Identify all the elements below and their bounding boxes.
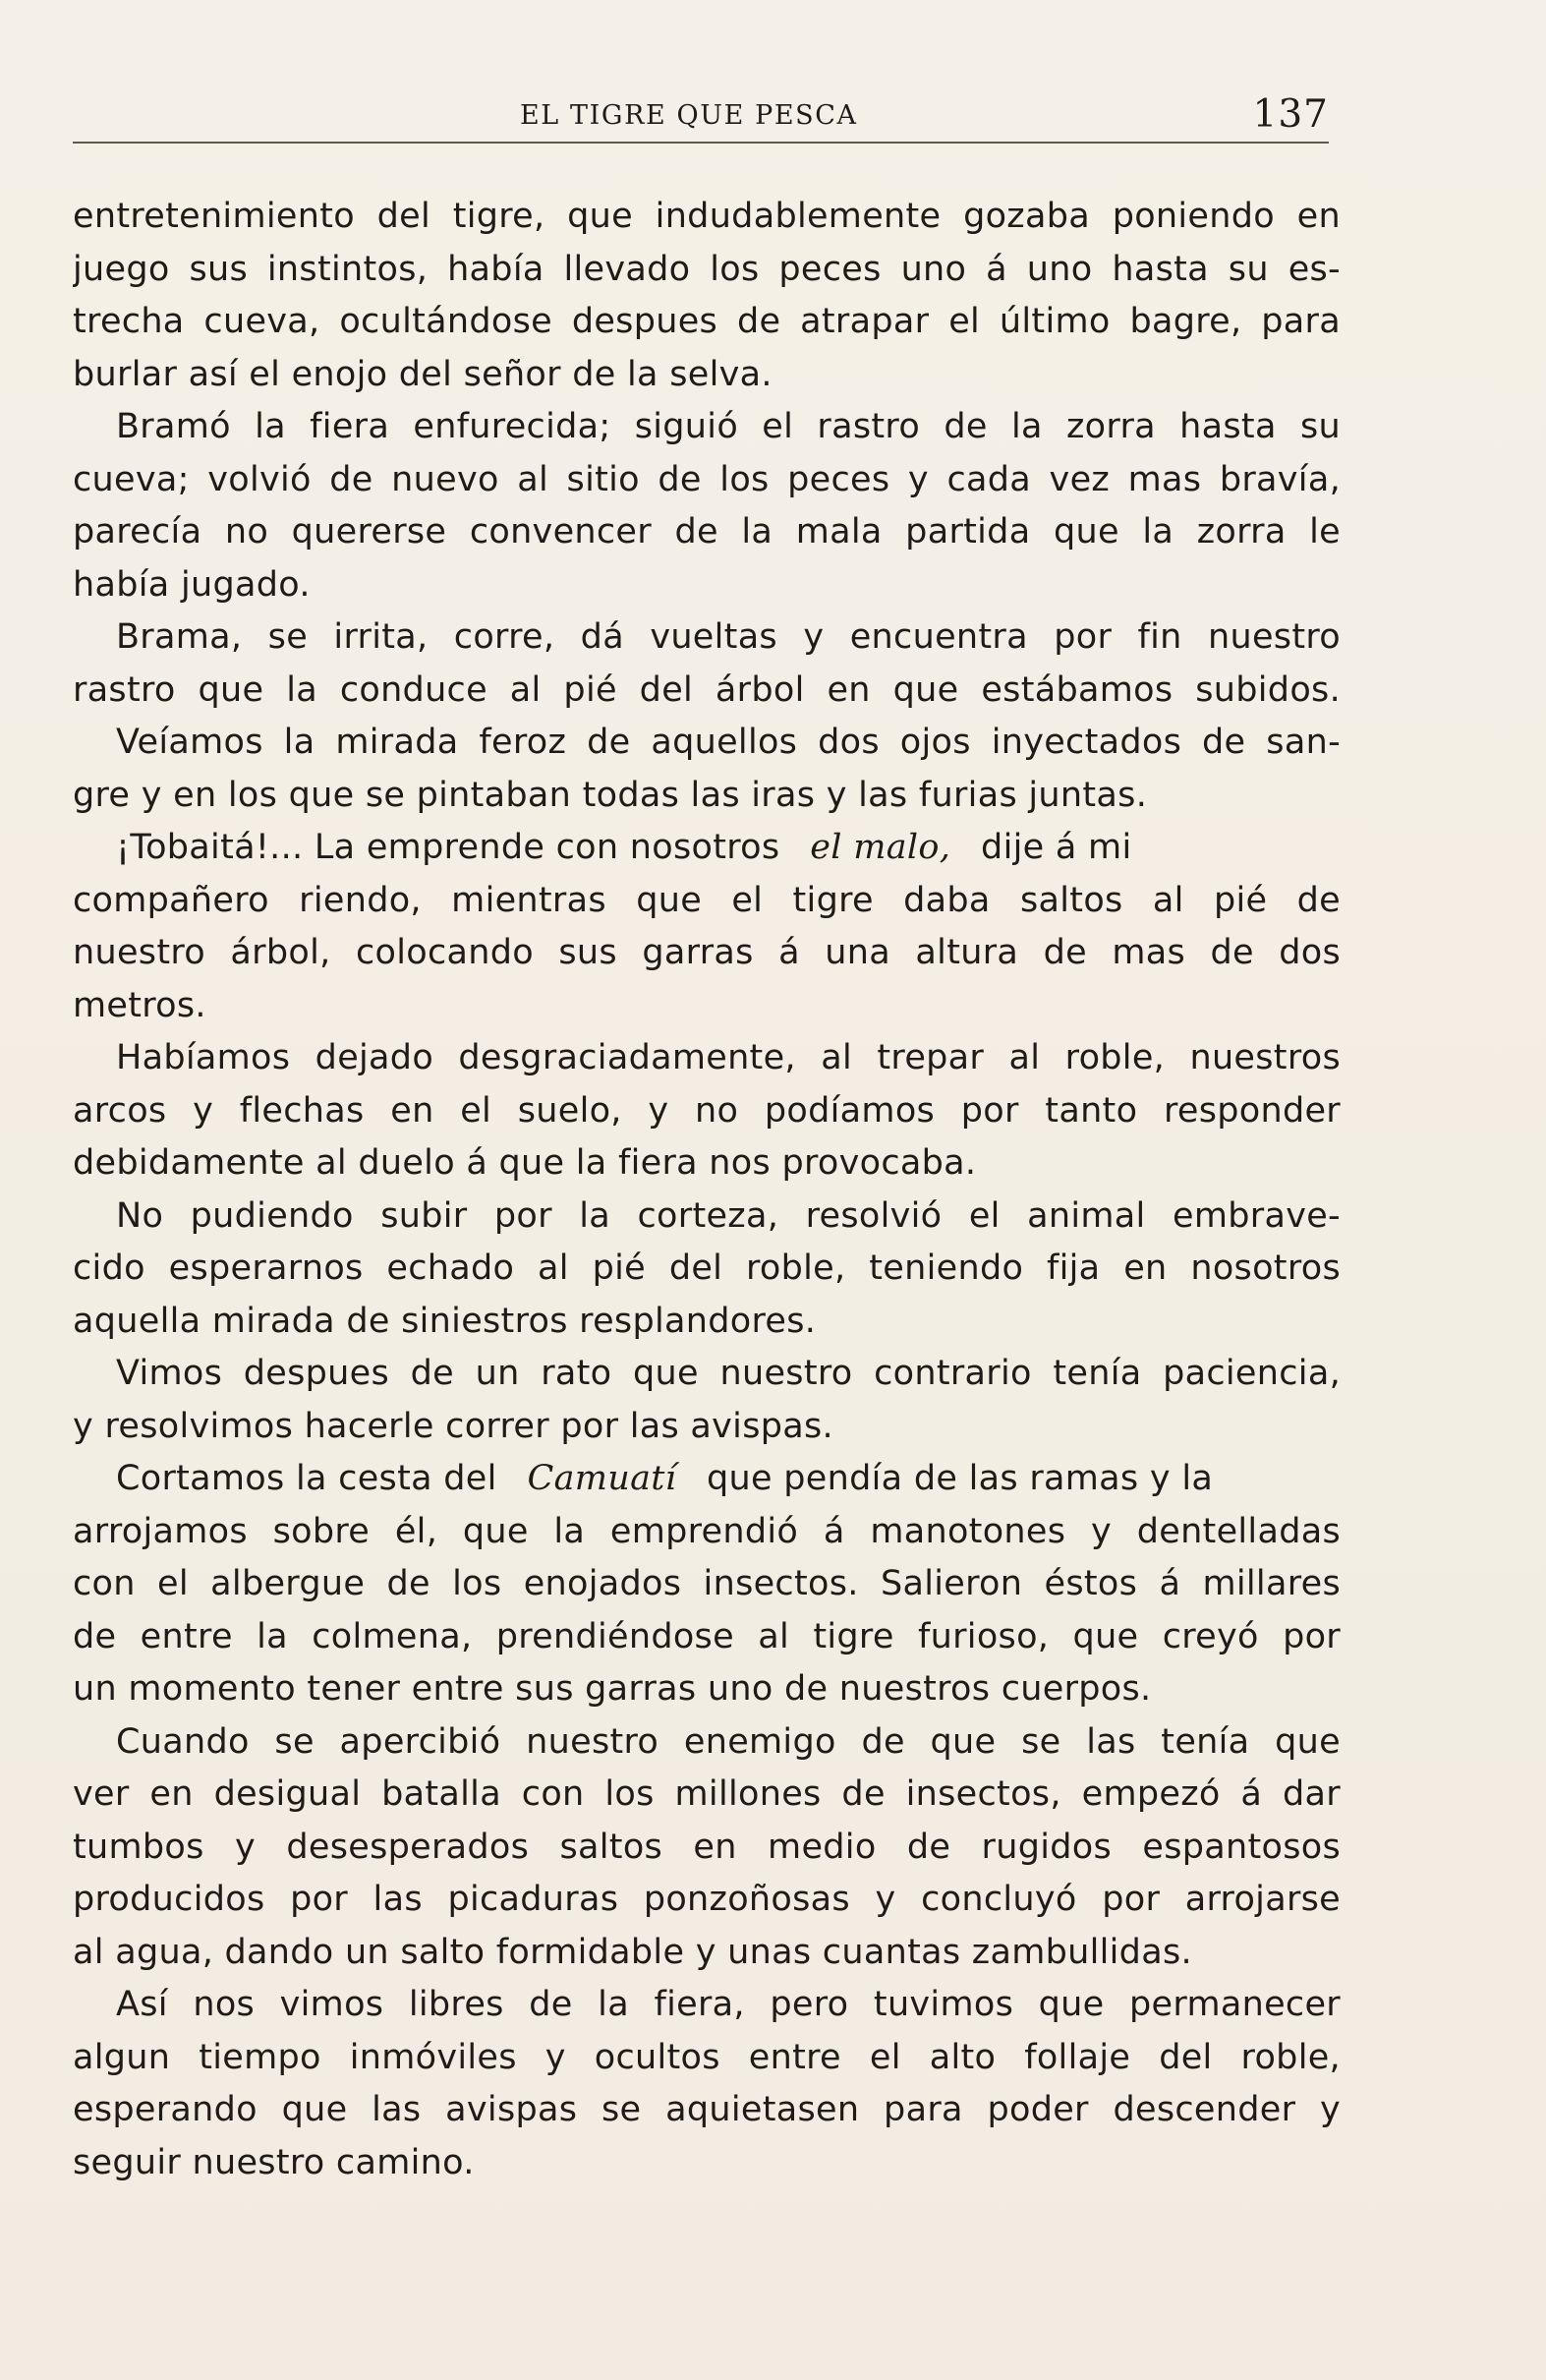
running-head [73,92,1329,153]
italic-text: Camuatí [527,1459,677,1498]
text-line: de entre la colmena, prendiéndose al tigre furioso, que creyó por [73,1616,1341,1656]
body-text [73,191,1341,2189]
text-line: con el albergue de los enojados insectos. Salieron éstos á millares [73,1564,1341,1603]
text-line: Vimos despues de un rato que nuestro contrario tenía paciencia, [116,1354,1341,1393]
text-line: compañero riendo, mientras que el tigre daba saltos al pié de [73,880,1341,920]
text-line: parecía no quererse convencer de la mala partida que la zorra le [73,512,1341,551]
text-line: seguir nuestro camino. [73,2142,475,2182]
page-number: 137 [1252,92,1329,137]
text-line: aquella mirada de siniestros resplandores. [73,1301,817,1341]
text-line: nuestro árbol, colocando sus garras á una altura de mas de dos [73,933,1341,972]
text-segment: que pendía de las ramas y la [707,1459,1214,1498]
text-line: Así nos vimos libres de la fiera, pero tuvimos que permanecer [116,1985,1341,2024]
header-rule [73,142,1329,144]
text-line: trecha cueva, ocultándose despues de atrapar el último bagre, para [73,302,1341,341]
text-line: algun tiempo inmóviles y ocultos entre el alto follaje del roble, [73,2037,1341,2077]
text-line: arrojamos sobre él, que la emprendió á manotones y dentelladas [73,1511,1341,1551]
text-line: Cuando se apercibió nuestro enemigo de que se las tenía que [116,1721,1341,1762]
text-segment: ¡Tobaitá!... La emprende con nosotros [116,828,780,867]
text-line: burlar así el enojo del señor de la selva. [73,354,773,394]
text-segment: Cortamos la cesta del [116,1459,497,1498]
text-segment: dije á mi [981,828,1132,867]
text-line: metros. [73,985,206,1025]
text-line: y resolvimos hacerle correr por las avispas. [73,1406,833,1446]
italic-text: el malo, [810,828,951,867]
text-line: un momento tener entre sus garras uno de nuestros cuerpos. [73,1669,1152,1709]
text-line: esperando que las avispas se aquietasen para poder descender y [73,2090,1341,2129]
text-line: juego sus instintos, había llevado los peces uno á uno hasta su es- [73,249,1341,289]
text-line: al agua, dando un salto formidable y unas cuantas zambullidas. [73,1932,1192,1972]
text-line: Habíamos dejado desgraciadamente, al trepar al roble, nuestros [116,1038,1341,1077]
text-line: rastro que la conduce al pié del árbol en que estábamos subidos. [73,669,1341,710]
text-line: Brama, se irrita, corre, dá vueltas y encuentra por fin nuestro [116,617,1341,657]
text-line: Veíamos la mirada feroz de aquellos dos ojos inyectados de san- [116,723,1341,762]
text-line: cueva; volvió de nuevo al sitio de los peces y cada vez mas bravía, [73,459,1341,499]
text-line: No pudiendo subir por la corteza, resolvió el animal embrave- [116,1195,1341,1236]
text-line: ver en desigual batalla con los millones de insectos, empezó á dar [73,1774,1341,1814]
text-line: debidamente al duelo á que la fiera nos provocaba. [73,1143,977,1183]
running-title: EL TIGRE QUE PESCA [520,100,858,131]
text-line: Bramó la fiera enfurecida; siguió el rastro de la zorra hasta su [116,407,1341,446]
text-line: había jugado. [73,564,311,605]
text-line-mixed [73,1453,1341,1506]
text-line-mixed [73,822,1341,875]
text-line: producidos por las picaduras ponzoñosas y concluyó por arrojarse [73,1880,1341,1919]
text-line: gre y en los que se pintaban todas las iras y las furias juntas. [73,775,1148,815]
text-line: entretenimiento del tigre, que indudablemente gozaba poniendo en [73,197,1341,236]
text-line: tumbos y desesperados saltos en medio de rugidos espantosos [73,1827,1341,1867]
text-line: arcos y flechas en el suelo, y no podíamos por tanto responder [73,1090,1341,1131]
text-line: cido esperarnos echado al pié del roble, teniendo fija en nosotros [73,1248,1341,1288]
